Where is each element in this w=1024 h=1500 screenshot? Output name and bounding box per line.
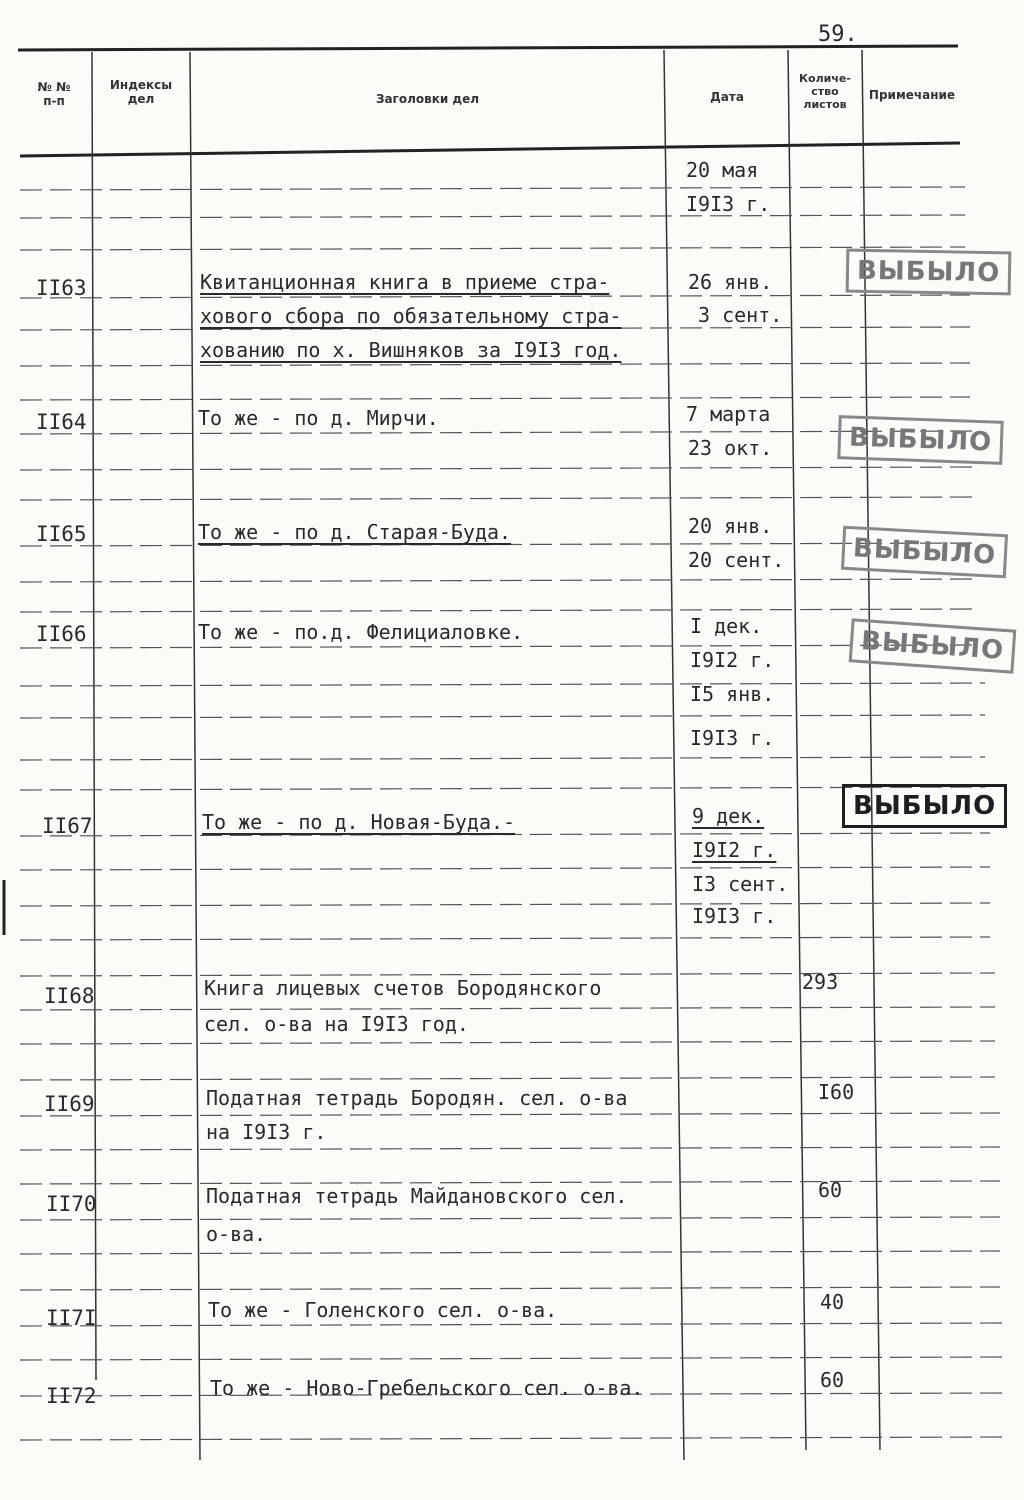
header-note: Примечание	[868, 88, 956, 102]
sheet-count: 40	[820, 1290, 845, 1314]
date-line: I5 янв.	[690, 682, 775, 706]
sheet-count: 60	[818, 1178, 843, 1202]
row-number: II70	[46, 1192, 97, 1216]
header-date: Дата	[710, 90, 744, 104]
header-sheet-count: Количе- ство листов	[799, 72, 851, 111]
date-line: 9 дек.	[692, 804, 765, 828]
entry-title-line: сел. о-ва на I9I3 год.	[204, 1012, 469, 1036]
date-line: I3 сент.	[692, 872, 789, 896]
header-titles: Заголовки дел	[375, 92, 480, 106]
row-number: II63	[36, 276, 87, 300]
entry-title-line: То же - по д. Новая-Буда.-	[202, 810, 516, 834]
entry-title-line: о-ва.	[206, 1222, 267, 1246]
date-line: 23 окт.	[688, 436, 773, 460]
row-number: II65	[36, 522, 87, 546]
withdrawn-stamp: ВЫБЫЛО	[849, 618, 1017, 673]
date-line: I9I3 г.	[690, 726, 775, 750]
date-line: 7 марта	[686, 402, 771, 426]
entry-title-line: Книга лицевых счетов Бородянского	[204, 976, 602, 1000]
date-line: I9I3 г.	[686, 192, 771, 216]
entry-title-line: То же - Голенского сел. о-ва.	[208, 1298, 558, 1322]
withdrawn-stamp: ВЫБЫЛО	[846, 249, 1012, 296]
header-indexes: Индексы дел	[109, 78, 173, 106]
withdrawn-stamp: ВЫБЫЛО	[841, 526, 1008, 579]
sheet-count: 293	[802, 970, 839, 994]
entry-title-line: То же - Ново-Гребельского сел. о-ва.	[210, 1376, 644, 1400]
sheet-count: I60	[818, 1080, 855, 1104]
withdrawn-stamp: ВЫБЫЛО	[837, 415, 1004, 465]
date-line: I9I3 г.	[692, 904, 777, 928]
date-line: I9I2 г.	[692, 838, 777, 862]
row-number: II67	[42, 814, 93, 838]
entry-title-line: То же - по д. Мирчи.	[198, 406, 439, 430]
date-line: 3 сент.	[698, 303, 783, 327]
date-line: 20 мая	[686, 158, 759, 182]
entry-title-line: хового сбора по обязательному стра-	[200, 304, 622, 328]
row-number: II69	[44, 1092, 95, 1116]
entry-title-line: на I9I3 г.	[206, 1120, 327, 1144]
date-line: 20 сент.	[688, 548, 785, 572]
page-number: 59.	[818, 22, 858, 47]
sheet-count: 60	[820, 1368, 845, 1392]
row-number: II66	[36, 622, 87, 646]
header-row-number: № № п-п	[37, 80, 71, 108]
entry-title-line: Податная тетрадь Майдановского сел.	[206, 1184, 628, 1208]
entry-title-line: То же - по д. Старая-Буда.	[198, 520, 512, 544]
entry-title-line: То же - по.д. Фелициаловке.	[198, 620, 524, 644]
row-number: II68	[44, 984, 95, 1008]
entry-title-line: Квитанционная книга в приеме стра-	[200, 270, 610, 294]
date-line: 26 янв.	[688, 270, 773, 294]
row-number: II7I	[46, 1306, 97, 1330]
date-line: 20 янв.	[688, 514, 773, 538]
entry-title-line: Податная тетрадь Бородян. сел. о-ва	[206, 1086, 628, 1110]
row-number: II72	[46, 1384, 97, 1408]
date-line: I дек.	[690, 614, 763, 638]
entry-title-line: хованию по х. Вишняков за I9I3 год.	[200, 338, 622, 362]
row-number: II64	[36, 410, 87, 434]
withdrawn-stamp: ВЫБЫЛО	[842, 784, 1007, 828]
date-line: I9I2 г.	[690, 648, 775, 672]
